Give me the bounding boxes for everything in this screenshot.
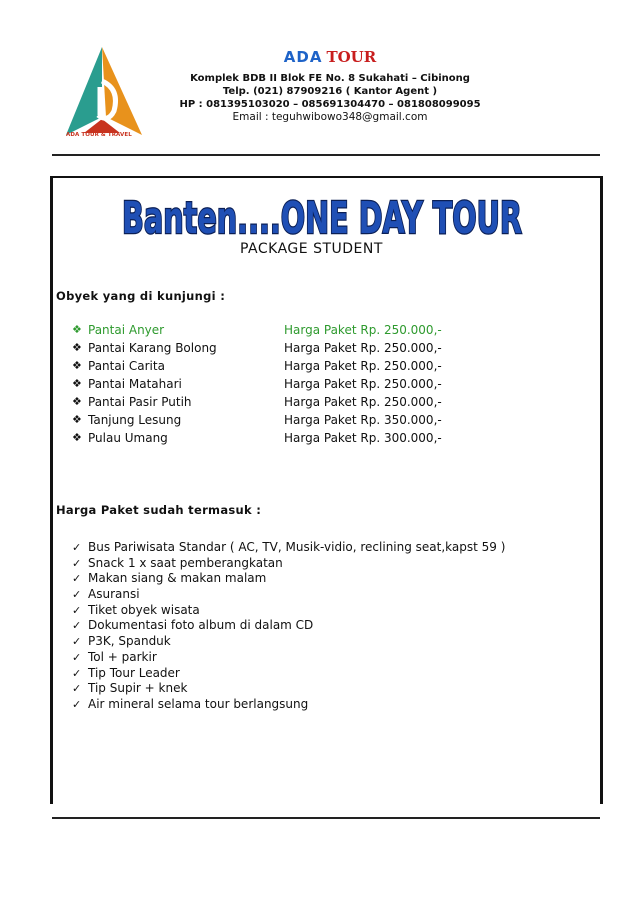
address: Komplek BDB II Blok FE No. 8 Sukahati – Cibinong	[190, 73, 470, 84]
included-item	[72, 681, 552, 697]
header-divider	[52, 154, 600, 156]
destination-name: Pantai Matahari	[88, 377, 182, 391]
included-item-text: Tip Supir + knek	[88, 681, 188, 696]
destination-item	[72, 429, 552, 447]
destination-item	[72, 393, 552, 411]
destination-name: Pantai Anyer	[88, 323, 165, 337]
checkmark-icon: ✓	[72, 588, 82, 602]
footer-divider	[52, 817, 600, 819]
brand-tour: TOUR	[326, 48, 377, 66]
destination-item	[72, 339, 552, 357]
included-item-text: Snack 1 x saat pemberangkatan	[88, 555, 283, 570]
package-subtitle: PACKAGE STUDENT	[240, 241, 383, 257]
tour-title-text: Banten....ONE DAY TOUR	[122, 193, 522, 241]
destination-item	[72, 357, 552, 375]
destination-name: Pulau Umang	[88, 431, 168, 445]
checkmark-icon: ✓	[72, 682, 82, 696]
tour-title	[0, 191, 638, 241]
handphone: HP : 081395103020 – 085691304470 – 081808099095	[179, 99, 481, 110]
diamond-bullet-icon: ❖	[72, 323, 82, 336]
included-item	[72, 666, 552, 682]
destination-item	[72, 411, 552, 429]
destination-name: Tanjung Lesung	[88, 413, 182, 427]
ada-tour-logo	[62, 45, 146, 143]
destination-name: Pantai Carita	[88, 359, 165, 373]
included-item	[72, 571, 552, 587]
checkmark-icon: ✓	[72, 650, 82, 664]
included-item-text: Asuransi	[88, 587, 140, 602]
checkmark-icon: ✓	[72, 635, 82, 649]
letterhead	[160, 48, 500, 124]
destination-name: Pantai Pasir Putih	[88, 395, 192, 409]
included-item	[72, 634, 552, 650]
destination-item	[72, 375, 552, 393]
brand-name	[160, 48, 500, 66]
package-price: Harga Paket Rp. 300.000,-	[284, 431, 442, 445]
included-item	[72, 540, 552, 556]
checkmark-icon: ✓	[72, 603, 82, 617]
included-item	[72, 587, 552, 603]
checkmark-icon: ✓	[72, 697, 82, 711]
checkmark-icon: ✓	[72, 541, 82, 554]
diamond-bullet-icon: ❖	[72, 359, 82, 372]
destination-item	[72, 321, 552, 339]
checkmark-icon: ✓	[72, 666, 82, 680]
destination-name: Pantai Karang Bolong	[88, 341, 217, 355]
included-item-text: Tip Tour Leader	[88, 665, 180, 680]
email: Email : teguhwibowo348@gmail.com	[232, 111, 428, 123]
diamond-bullet-icon: ❖	[72, 413, 82, 426]
included-item	[72, 697, 552, 713]
included-item-text: Makan siang & makan malam	[88, 571, 267, 586]
brand-ada: ADA	[283, 48, 323, 66]
destination-list	[72, 321, 552, 447]
included-item-text: Dokumentasi foto album di dalam CD	[88, 618, 314, 633]
package-price: Harga Paket Rp. 250.000,-	[284, 323, 442, 337]
diamond-bullet-icon: ❖	[72, 377, 82, 390]
package-price: Harga Paket Rp. 250.000,-	[284, 359, 442, 373]
included-item-text: Bus Pariwisata Standar ( AC, TV, Musik-vidio, reclining seat,kapst 59 )	[88, 540, 506, 554]
included-item-text: P3K, Spanduk	[88, 634, 171, 649]
included-item	[72, 618, 552, 634]
included-heading: Harga Paket sudah termasuk :	[56, 503, 262, 517]
package-price: Harga Paket Rp. 250.000,-	[284, 377, 442, 391]
diamond-bullet-icon: ❖	[72, 341, 82, 354]
checkmark-icon: ✓	[72, 572, 82, 586]
included-list	[72, 540, 552, 713]
checkmark-icon: ✓	[72, 556, 82, 570]
telephone: Telp. (021) 87909216 ( Kantor Agent )	[222, 86, 438, 97]
package-price: Harga Paket Rp. 350.000,-	[284, 413, 442, 427]
included-item-text: Tol + parkir	[88, 649, 157, 664]
diamond-bullet-icon: ❖	[72, 395, 82, 408]
included-item	[72, 556, 552, 572]
included-item-text: Tiket obyek wisata	[88, 602, 200, 617]
diamond-bullet-icon: ❖	[72, 431, 82, 444]
package-price: Harga Paket Rp. 250.000,-	[284, 341, 442, 355]
checkmark-icon: ✓	[72, 619, 82, 633]
logo-caption: ADA TOUR & TRAVEL	[66, 132, 132, 138]
package-price: Harga Paket Rp. 250.000,-	[284, 395, 442, 409]
included-item-text: Air mineral selama tour berlangsung	[88, 696, 309, 711]
included-item	[72, 603, 552, 619]
objects-heading: Obyek yang di kunjungi :	[56, 289, 226, 303]
included-item	[72, 650, 552, 666]
